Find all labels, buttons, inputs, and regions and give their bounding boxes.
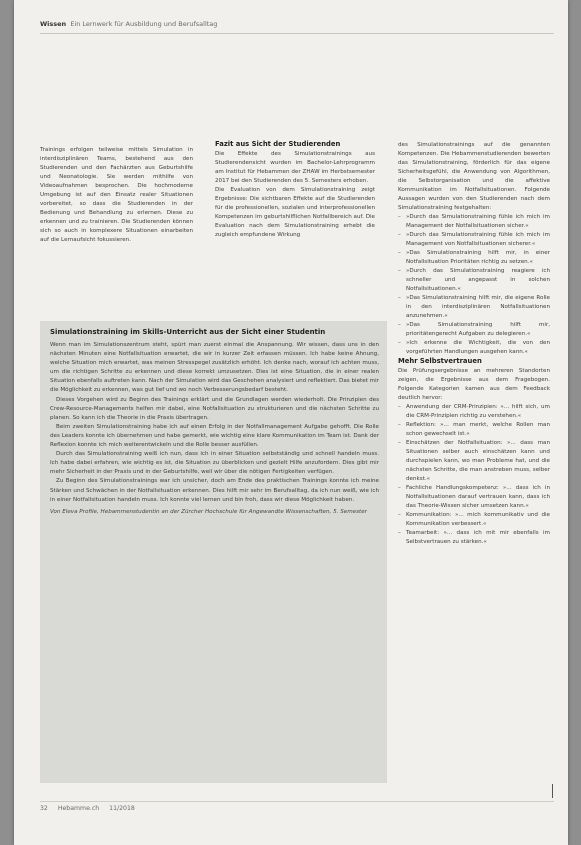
category-item: – Reflektion: »... man merkt, welche Rollen man schon gewechselt ist.« bbox=[398, 421, 550, 439]
margin-mark bbox=[552, 784, 553, 798]
quote-item: – »Das Simulationstraining hilft mir, prioritätengerecht Aufgaben zu delegieren.« bbox=[398, 321, 550, 339]
column-1 bbox=[40, 146, 193, 245]
footer-rule bbox=[40, 801, 554, 802]
quote-list bbox=[398, 213, 550, 357]
box-heading: Simulationstraining im Skills-Unterricht aus der Sicht einer Studentin bbox=[50, 328, 326, 336]
journal-name: Hebamme.ch bbox=[57, 805, 100, 812]
box-paragraph: Zu Beginn des Simulationstrainings war ich unsicher, doch am Ende des praktischen Trainings konnte ich meine Stärken und Schwächen in der Notfallsituation erkennen. Dies hilft mir sehr im Berufsalltag, da ich nun weiß, wie ich in einer Notfallsituation handeln muss. Ich konnte viel lernen und bin froh, dass wir diese Möglichkeit haben. bbox=[50, 478, 379, 503]
category-item: – Anwendung der CRM-Prinzipien: »... hilft sich, um die CRM-Prinzipien richtig zu verstehen.« bbox=[398, 403, 550, 421]
column-3 bbox=[398, 141, 550, 547]
page-number: 32 bbox=[40, 805, 48, 812]
column3-heading: Mehr Selbstvertrauen bbox=[398, 357, 482, 365]
document-page bbox=[14, 0, 568, 845]
column2-paragraph: Die Evaluation von dem Simulationstraining zeigt Ergebnisse: Die sichtbaren Effekte auf die Studierenden für die professionellen, sozialen und interprofessionellen Kompetenzen im geburtshilflichen Notfallbereich auf. Die Evaluation nach dem Simulationstraining erhebt die zugleich empfundene Wirkung bbox=[215, 187, 375, 238]
box-paragraph: Beim zweiten Simulationstraining habe ich auf einen Erfolg in der Notfallmanagement Aufgabe gehofft. Die Rolle des Leaders konnte ich übernehmen und habe gemerkt, wie wichtig eine klare Kommunikation im Team ist. Dank der Reflexion konnte ich mich weiterentwickeln und die Rolle besser ausfüllen. bbox=[50, 423, 379, 449]
box-paragraph: Dieses Vorgehen wird zu Beginn des Trainings erklärt und die Grundlagen werden wiederholt. Die Prinzipien des Crew-Resource-Managements helfen mir dabei, eine Notfallsituation zu strukturieren und die nächsten Schritte zu planen. So kann ich die Theorie in die Praxis übertragen. bbox=[50, 396, 379, 421]
header-section: Wissen bbox=[40, 20, 67, 28]
column3-paragraph: Die Prüfungsergebnisse an mehreren Standorten zeigen, die Ergebnisse aus dem Fragebogen. Folgende Kategorien kamen aus dem Feedback deutlich hervor: bbox=[398, 368, 550, 401]
quote-item: – »Durch das Simulationstraining fühle ich mich im Management der Notfallsituationen sicher.« bbox=[398, 213, 550, 231]
column1-paragraph: Trainings erfolgen teilweise mittels Simulation in interdisziplinären Teams, bestehend aus den Studierenden und den Fachärzten aus Geburtshilfe und Neonatologie. Sie werden mithilfe von Videoaufnahmen besprochen. Die hochmoderne Umgebung ist auf den Einsatz realer Situationen vorbereitet, so dass die Studierenden in der Bedienung und Behandlung zu erlernen. Diese zu erkennen und zu trainieren. Die Studierenden können sich so auch in komplexere Situationen einarbeiten auf die Lernaufsicht fokussieren. bbox=[40, 147, 193, 243]
column3-intro: des Simulationstrainings auf die genannten Kompetenzen. Die Hebammenstudierenden bewerten das Simulationstraining, förderlich für das eigene Sicherheitsgefühl, die Anwendung von Algorithmen, die Selbstorganisation und die affektive Kommunikation im Notfallsituationen. Folgende Aussagen wurden von den Studierenden nach dem Simulationstraining festgehalten: bbox=[398, 142, 550, 211]
box-paragraph: Durch das Simulationstraining weiß ich nun, dass ich in einer Situation selbstständig und schnell handeln muss. Ich habe dabei erfahren, wie wichtig es ist, die Situation zu überblicken und gezielt Hilfe anzufordern. Dies gibt mir mehr Sicherheit in der Praxis und in der Geburtshilfe, weil wir über die nötigen Fertigkeiten verfügen. bbox=[50, 451, 379, 476]
column2-heading: Fazit aus Sicht der Studierenden bbox=[215, 140, 341, 148]
student-perspective-box bbox=[40, 321, 387, 783]
header-rule bbox=[40, 33, 554, 34]
category-list bbox=[398, 403, 550, 547]
category-item: – Einschätzen der Notfallsituation: »... dass man Situationen selber auch einschätzen kann und durchspielen kann, wo man Probleme hat, und die nächsten Schritte, die man anstreben muss, selber denkst.« bbox=[398, 439, 550, 484]
box-author: Von Eleva Profile, Hebammenstudentin an der Zürcher Hochschule für Angewandte Wissenschaften, 5. Semester bbox=[50, 508, 367, 515]
category-item: – Fachliche Handlungskompetenz: »... dass ich in Notfallsituationen darauf vertrauen kann, dass ich das Theorie-Wissen sicher umsetzen kann.« bbox=[398, 484, 550, 511]
running-header bbox=[40, 20, 217, 28]
category-item: – Teamarbeit: »... dass ich mit mir ebenfalls im Selbstvertrauen zu stärken.« bbox=[398, 529, 550, 547]
quote-item: – »Ich erkenne die Wichtigkeit, die von den vorgeführten Handlungen ausgehen kann.« bbox=[398, 339, 550, 357]
page-footer bbox=[40, 805, 143, 812]
column2-paragraph: Die Effekte des Simulationstrainings aus Studierendensicht wurden im Bachelor-Lehrprogramm am Institut für Hebammen der ZHAW im Herbstsemester 2017 bei den Studierenden des 5. Semesters erhoben. bbox=[215, 151, 375, 184]
category-item: – Kommunikation: »... mich kommunikativ und die Kommunikation verbessert.« bbox=[398, 511, 550, 529]
box-paragraph: Wenn man im Simulationszentrum steht, spürt man zuerst einmal die Anspannung. Wir wissen, dass uns in den nächsten Minuten eine Notfallsituation erwartet, die wir in kurzer Zeit erfassen müssen. Ich habe keine Ahnung, welche Situation mich erwartet, was meinen Stresspegel zusätzlich erhöht. Ich denke nach, worauf ich achten muss, um die richtigen Schritte zu erkennen und diese korrekt umzusetzen. Dies ist eine Situation, die in einer realen Situation ebenfalls auftreten kann. Nach der Simulation wird das Geschehen analysiert und reflektiert. Das bietet mir die Möglichkeit zu erkennen, was gut lief und wo noch Verbesserungsbedarf besteht. bbox=[50, 342, 379, 394]
quote-item: – »Durch das Simulationstraining reagiere ich schneller und angepasst in solchen Notfallsituationen.« bbox=[398, 267, 550, 294]
issue-number: 11/2018 bbox=[109, 805, 135, 812]
quote-item: – »Durch das Simulationstraining fühle ich mich im Management von Notfallsituationen sicherer.« bbox=[398, 231, 550, 249]
quote-item: – »Das Simulationstraining hilft mir, in einer Notfallsituation Prioritäten richtig zu setzen.« bbox=[398, 249, 550, 267]
column-2 bbox=[215, 140, 375, 240]
quote-item: – »Das Simulationstraining hilft mir, die eigene Rolle in den interdisziplinären Notfallsituationen anzunehmen.« bbox=[398, 294, 550, 321]
header-title: Ein Lernwerk für Ausbildung und Berufsalltag bbox=[70, 20, 218, 28]
